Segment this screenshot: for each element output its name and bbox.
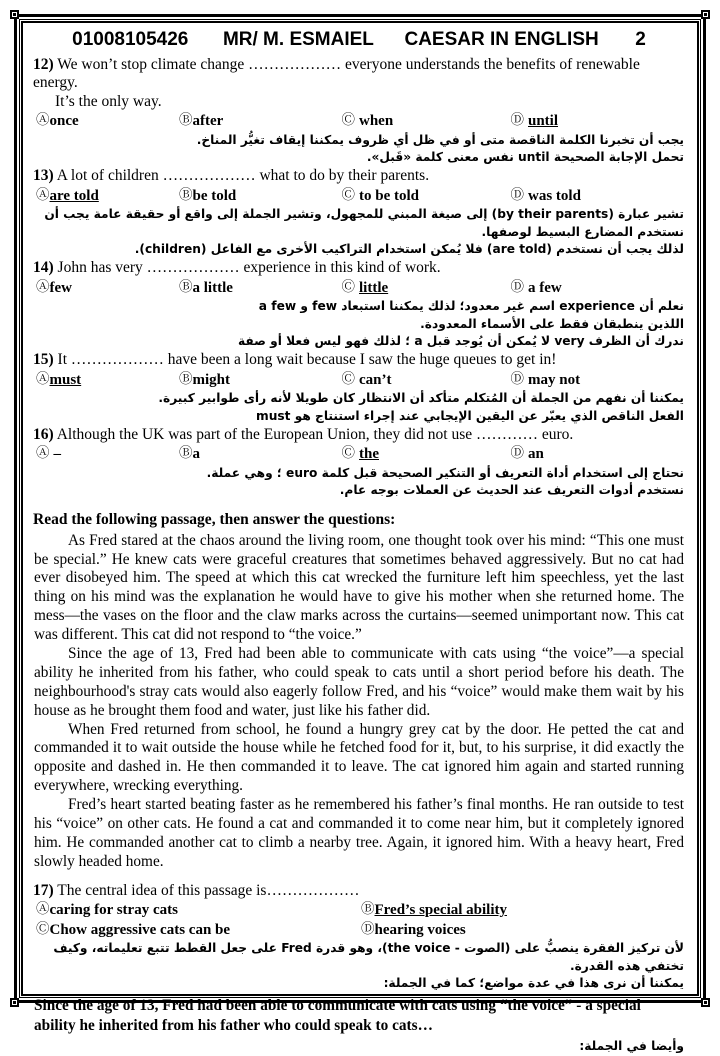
explanation-arabic xyxy=(32,389,686,426)
circled-letter-icon: Ⓑ xyxy=(179,373,193,387)
circled-letter-icon: Ⓑ xyxy=(179,189,193,203)
option-c[interactable] xyxy=(342,187,511,206)
option-c[interactable] xyxy=(342,279,511,298)
option-label: may not xyxy=(528,372,580,388)
options-row xyxy=(32,278,686,298)
document-content xyxy=(24,22,696,995)
option-label: caring for stray cats xyxy=(50,902,178,918)
option-label: might xyxy=(193,372,231,388)
passage-paragraph: As Fred stared at the chaos around the living room, one thought took over his mind: “This one must be special.” He knew cats were graceful creatures that sometimes behaved aggressively. But no cat had ever disobeyed him. The speed at which this cat wrecked the furniture left him speechless, yet the last thing on his mind was the explanation he would have to give his mother when she returned home. The mess—the vases on the floor and the claw marks across the curtains—seemed unimportant now. This cat was different. This cat did not respond to “the voice.” xyxy=(32,532,686,645)
option-label: can’t xyxy=(359,372,392,388)
question-text: We won’t stop climate change ……………… everyone understands the benefits of renewable energy. xyxy=(33,56,640,91)
question-stem xyxy=(32,351,686,369)
question-13 xyxy=(32,167,686,259)
option-label: Chow aggressive cats can be xyxy=(50,922,231,938)
passage-paragraph: Since the age of 13, Fred had been able to communicate with cats using “the voice”—a special ability he inherited from his father, who could speak to cats until a short period before his death. The neighbourhood's stray cats would also eagerly follow Fred, and his “voice” would make them wait by his house as he brought them food and water, just like his father did. xyxy=(32,645,686,721)
options-row xyxy=(32,111,686,131)
option-label: hearing voices xyxy=(375,922,466,938)
circled-letter-icon: Ⓐ xyxy=(36,447,50,461)
option-c[interactable] xyxy=(36,921,361,940)
question-text: Although the UK was part of the European Union, they did not use ………… euro. xyxy=(57,426,574,443)
question-stem xyxy=(32,882,686,900)
question-number: 14) xyxy=(33,259,54,276)
header-phone: 01008105426 xyxy=(72,29,188,51)
option-d[interactable] xyxy=(511,112,687,131)
circled-letter-icon: Ⓒ xyxy=(36,923,50,937)
question-text: John has very ……………… experience in this kind of work. xyxy=(58,259,441,276)
option-d[interactable] xyxy=(511,445,687,464)
explanation-line: نعلم أن experience اسم غير معدود؛ لذلك يمكننا استبعاد few و a few xyxy=(32,298,684,315)
option-label: after xyxy=(193,113,224,129)
option-label: when xyxy=(359,113,393,129)
question-text: It ……………… have been a long wait because I saw the huge queues to get in! xyxy=(58,351,557,368)
closing-arabic xyxy=(32,1037,686,1056)
circled-letter-icon: Ⓒ xyxy=(342,373,356,387)
question-number: 16) xyxy=(33,426,54,443)
circled-letter-icon: Ⓐ xyxy=(36,281,50,295)
options-row-1 xyxy=(32,900,686,920)
question-stem xyxy=(32,167,686,185)
circled-letter-icon: Ⓓ xyxy=(361,923,375,937)
circled-letter-icon: Ⓒ xyxy=(342,447,356,461)
question-stem xyxy=(32,426,686,444)
explanation-line: نستخدم أدوات التعريف عند الحديث عن العملات بوجه عام. xyxy=(32,482,684,499)
question-15 xyxy=(32,351,686,426)
options-row-2 xyxy=(32,920,686,940)
explanation-line: يمكننا أن نفهم من الجملة أن المُتكلم متأكد أن الانتظار كان طويلا لأنه رأى طوابير كبيرة. xyxy=(32,390,684,407)
option-a[interactable] xyxy=(36,371,179,390)
explanation-line: تشير عبارة (by their parents) إلى صيغة المبني للمجهول، وتشير الجملة إلى واقع أو حقيقة عامة يجب أن نستخدم المضارع البسيط لوصفها. xyxy=(32,206,684,241)
circled-letter-icon: Ⓒ xyxy=(342,114,356,128)
header-brand: CAESAR IN ENGLISH xyxy=(404,29,598,51)
passage-paragraph: Fred’s heart started beating faster as he remembered his father’s final months. He ran outside to test his “voice” on other cats. He found a cat and commanded it to come near him, but it completely ignored him. He commanded another cat to climb a nearby tree. Again, it ignored him. With a heavy heart, Fred slowly headed home. xyxy=(32,796,686,872)
option-a[interactable] xyxy=(36,279,179,298)
circled-letter-icon: Ⓓ xyxy=(511,373,525,387)
question-number: 15) xyxy=(33,351,54,368)
explanation-line: يمكننا أن نرى هذا في عدة مواضع؛ كما في الجملة: xyxy=(32,975,684,992)
evidence-quote: Since the age of 13, Fred had been able to communicate with cats using “the voice” - a special ability he inherited from his father who could speak to cats… xyxy=(32,993,686,1036)
circled-letter-icon: Ⓐ xyxy=(36,114,50,128)
circled-letter-icon: Ⓓ xyxy=(511,447,525,461)
option-c[interactable] xyxy=(342,371,511,390)
circled-letter-icon: Ⓐ xyxy=(36,189,50,203)
explanation-line: ندرك أن الظرف very لا يُمكن أن يُوجد قبل a ؛ لذلك فهو ليس فعلا أو صفة xyxy=(32,333,684,350)
option-d[interactable] xyxy=(511,371,687,390)
corner-ornament-bottom-left xyxy=(10,998,19,1007)
page-header xyxy=(32,26,686,56)
passage-paragraph: When Fred returned from school, he found a hungry grey cat by the door. He petted the cat and commanded it to wait outside the house while he fetched food for it, but, to his surprise, it did exactly the opposite and dashed in. He then commanded it to leave. The cat ignored him again and started running everywhere, wrecking everything. xyxy=(32,721,686,797)
circled-letter-icon: Ⓑ xyxy=(179,114,193,128)
question-text-continued: It’s the only way. xyxy=(33,93,686,111)
option-a[interactable] xyxy=(36,112,179,131)
option-b[interactable] xyxy=(179,371,342,390)
option-label: a few xyxy=(528,280,562,296)
question-17 xyxy=(32,882,686,1056)
question-number: 13) xyxy=(33,167,54,184)
explanation-arabic xyxy=(32,297,686,351)
question-text: A lot of children ……………… what to do by their parents. xyxy=(57,167,429,184)
options-row xyxy=(32,370,686,390)
option-b[interactable] xyxy=(179,187,342,206)
option-label-correct: the xyxy=(359,446,379,462)
question-stem xyxy=(32,259,686,277)
header-teacher: MR/ M. ESMAIEL xyxy=(223,29,374,51)
explanation-arabic xyxy=(32,939,686,993)
circled-letter-icon: Ⓑ xyxy=(361,903,375,917)
option-c[interactable] xyxy=(342,445,511,464)
option-label-correct: little xyxy=(359,280,388,296)
explanation-arabic xyxy=(32,205,686,259)
circled-letter-icon: Ⓒ xyxy=(342,281,356,295)
circled-letter-icon: Ⓓ xyxy=(511,281,525,295)
question-12 xyxy=(32,56,686,167)
passage-instruction: Read the following passage, then answer the questions: xyxy=(32,501,686,532)
option-label-correct: Fred’s special ability xyxy=(375,902,508,918)
explanation-line: اللذين ينطبقان فقط على الأسماء المعدودة. xyxy=(32,316,684,333)
option-b[interactable] xyxy=(179,445,342,464)
explanation-line: لذلك يجب أن نستخدم (are told) فلا يُمكن استخدام التراكيب الأخرى مع الفاعل (children). xyxy=(32,241,684,258)
corner-ornament-bottom-right xyxy=(701,998,710,1007)
question-text: The central idea of this passage is……………… xyxy=(57,882,359,899)
circled-letter-icon: Ⓑ xyxy=(179,447,193,461)
option-label: was told xyxy=(528,188,581,204)
explanation-arabic xyxy=(32,464,686,501)
option-label-correct: are told xyxy=(50,188,99,204)
options-row xyxy=(32,186,686,206)
option-label: a little xyxy=(193,280,233,296)
circled-letter-icon: Ⓑ xyxy=(179,281,193,295)
circled-letter-icon: Ⓐ xyxy=(36,903,50,917)
option-label: few xyxy=(50,280,73,296)
reading-passage xyxy=(32,532,686,872)
option-b[interactable] xyxy=(179,112,342,131)
option-label: once xyxy=(50,113,79,129)
option-label-correct: until xyxy=(528,113,558,129)
option-label: – xyxy=(54,446,62,462)
explanation-line: الفعل الناقص الذي يعبّر عن اليقين الإيجابي عند إجراء استنتاج هو must xyxy=(32,408,684,425)
circled-letter-icon: Ⓐ xyxy=(36,373,50,387)
option-label: be told xyxy=(193,188,237,204)
explanation-line: نحتاج إلى استخدام أداة التعريف أو التنكير الصحيحة قبل كلمة euro ؛ وهي عملة. xyxy=(32,465,684,482)
corner-ornament-top-left xyxy=(10,10,19,19)
option-a[interactable] xyxy=(36,187,179,206)
explanation-arabic xyxy=(32,131,686,168)
question-16 xyxy=(32,426,686,501)
option-b[interactable] xyxy=(361,901,686,920)
circled-letter-icon: Ⓒ xyxy=(342,189,356,203)
option-label: a xyxy=(193,446,201,462)
question-number: 17) xyxy=(33,882,54,899)
option-label-correct: must xyxy=(50,372,82,388)
question-14 xyxy=(32,259,686,351)
explanation-line: تحمل الإجابة الصحيحة until نفس معنى كلمة «قَبل». xyxy=(32,149,684,166)
circled-letter-icon: Ⓓ xyxy=(511,189,525,203)
option-label: to be told xyxy=(359,188,419,204)
question-number: 12) xyxy=(33,56,54,73)
explanation-line: لأن تركيز الفقرة ينصبُّ على (الصوت - the voice)، وهو قدرة Fred على جعل القطط تتبع تعليماته، وكيف تختفي هذه القدرة. xyxy=(32,940,684,975)
option-d[interactable] xyxy=(361,921,686,940)
option-a[interactable] xyxy=(36,445,179,464)
closing-line: وأيضا في الجملة: xyxy=(32,1038,684,1055)
option-b[interactable] xyxy=(179,279,342,298)
option-label: an xyxy=(528,446,544,462)
option-a[interactable] xyxy=(36,901,361,920)
option-c[interactable] xyxy=(342,112,511,131)
header-page-number: 2 xyxy=(635,29,646,51)
explanation-line: يجب أن تخبرنا الكلمة الناقصة متى أو في ظل أي ظروف يمكننا إيقاف تغيُّر المناخ. xyxy=(32,132,684,149)
corner-ornament-top-right xyxy=(701,10,710,19)
option-d[interactable] xyxy=(511,279,687,298)
circled-letter-icon: Ⓓ xyxy=(511,114,525,128)
options-row xyxy=(32,444,686,464)
option-d[interactable] xyxy=(511,187,687,206)
question-stem xyxy=(32,56,686,111)
